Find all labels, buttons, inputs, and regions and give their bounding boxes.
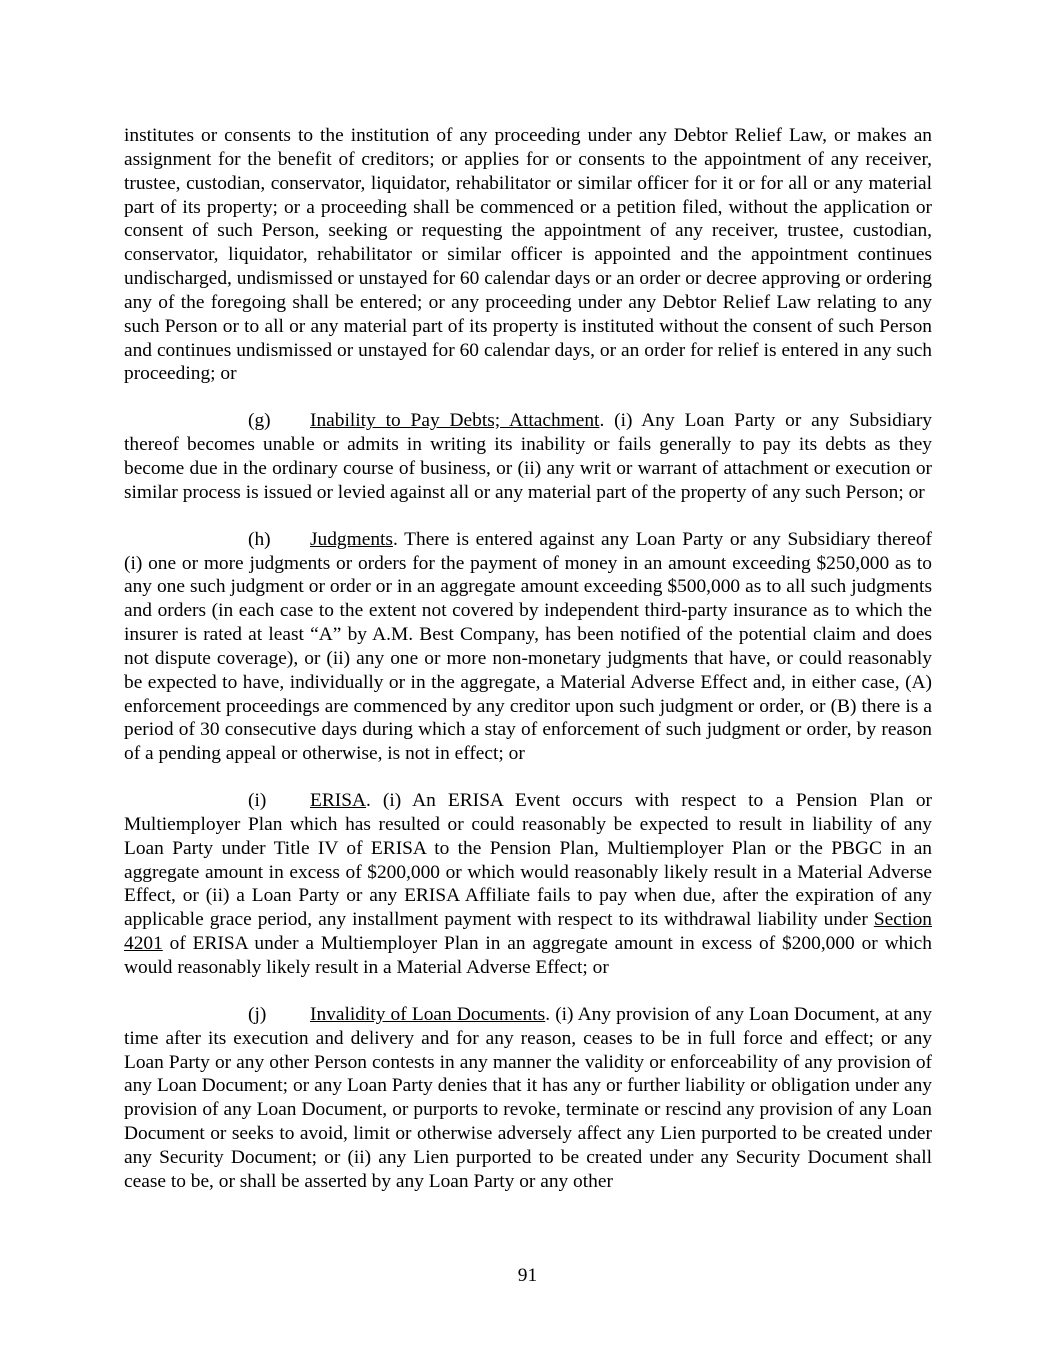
section-reference-link: Section 4201	[124, 909, 932, 955]
paragraph-i-text-before: . (i) An ERISA Event occurs with respect to a Pension Plan or Multiemployer Plan which has resulted or could reasonably be expected to result in liability of any Loan Party under Title IV of ERISA to the Pension Plan, Multiemployer Plan or the PBGC in an aggregate amount in excess of $200,000 or which would reasonably likely result in a Material Adverse Effect, or (ii) a Loan Party or any ERISA Affiliate fails to pay when due, after the expiration of any applicable grace period, any installment payment with respect to its withdrawal liability under	[124, 790, 932, 931]
paragraph-g	[124, 409, 932, 504]
paragraph-i-text-after: of ERISA under a Multiemployer Plan in an aggregate amount in excess of $200,000 or which would reasonably likely result in a Material Adverse Effect; or	[124, 933, 932, 978]
paragraph-j-text: . (i) Any provision of any Loan Document, at any time after its execution and delivery and for any reason, ceases to be in full force and effect; or any Loan Party or any other Person contests in any manner the validity or enforceability of any provision of any Loan Document; or any Loan Party denies that it has any or further liability or obligation under any provision of any Loan Document, or purports to revoke, terminate or rescind any provision of any Loan Document or seeks to avoid, limit or otherwise adversely affect any Lien purported to be created under any Security Document; or (ii) any Lien purported to be created under any Security Document shall cease to be, or shall be asserted by any Loan Party or any other	[124, 1003, 932, 1192]
paragraph-g-text: . (i) Any Loan Party or any Subsidiary thereof becomes unable or admits in writing its inability or fails generally to pay its debts as they become due in the ordinary course of business, or (ii) any writ or warrant of attachment or execution or similar process is issued or levied against all or any material part of the property of any such Person; or	[124, 410, 932, 503]
paragraph-j	[124, 1003, 932, 1194]
paragraph-h-text: . There is entered against any Loan Party or any Subsidiary thereof (i) one or more judgments or orders for the payment of money in an amount exceeding $250,000 as to any one such judgment or order or in an aggregate amount exceeding $500,000 as to all such judgments and orders (in each case to the extent not covered by independent third-party insurance as to which the insurer is rated at least “A” by A.M. Best Company, has been notified of the potential claim and does not dispute coverage), or (ii) any one or more non-monetary judgments that have, or could reasonably be expected to have, individually or in the aggregate, a Material Adverse Effect and, in either case, (A) enforcement proceedings are commenced by any creditor upon such judgment or order, or (B) there is a period of 30 consecutive days during which a stay of enforcement of such judgment or order, by reason of a pending appeal or otherwise, is not in effect; or	[124, 528, 932, 765]
paragraph-i-heading: ERISA	[310, 790, 367, 812]
paragraph-f-continuation	[124, 124, 932, 386]
paragraph-f-text: institutes or consents to the institution of any proceeding under any Debtor Relief Law, or makes an assignment for the benefit of creditors; or applies for or consents to the appointment of any receiver, trustee, custodian, conservator, liquidator, rehabilitator or similar officer for it or for all or any material part of its property; or a proceeding shall be commenced or a petition filed, without the application or consent of such Person, seeking or requesting the appointment of any receiver, trustee, custodian, conservator, liquidator, rehabilitator or similar officer is appointed and the appointment continues undischarged, undismissed or unstayed for 60 calendar days or an order or decree approving or ordering any of the foregoing shall be entered; or any proceeding under any Debtor Relief Law relating to any such Person or to all or any material part of its property is instituted without the consent of such Person and continues undismissed or unstayed for 60 calendar days, or an order for relief is entered in any such proceeding; or	[124, 125, 932, 385]
paragraph-h-label: (h)	[248, 528, 271, 550]
paragraph-h	[124, 528, 932, 766]
paragraph-h-heading: Judgments	[310, 528, 393, 550]
paragraph-j-heading: Invalidity of Loan Documents	[310, 1003, 546, 1025]
paragraph-g-heading: Inability to Pay Debts; Attachment	[310, 410, 600, 432]
document-page	[124, 124, 932, 1217]
paragraph-i-label: (i)	[248, 790, 267, 812]
paragraph-i	[124, 789, 932, 980]
paragraph-g-label: (g)	[248, 410, 271, 432]
page-number: 91	[517, 1265, 538, 1286]
paragraph-j-label: (j)	[248, 1003, 267, 1025]
